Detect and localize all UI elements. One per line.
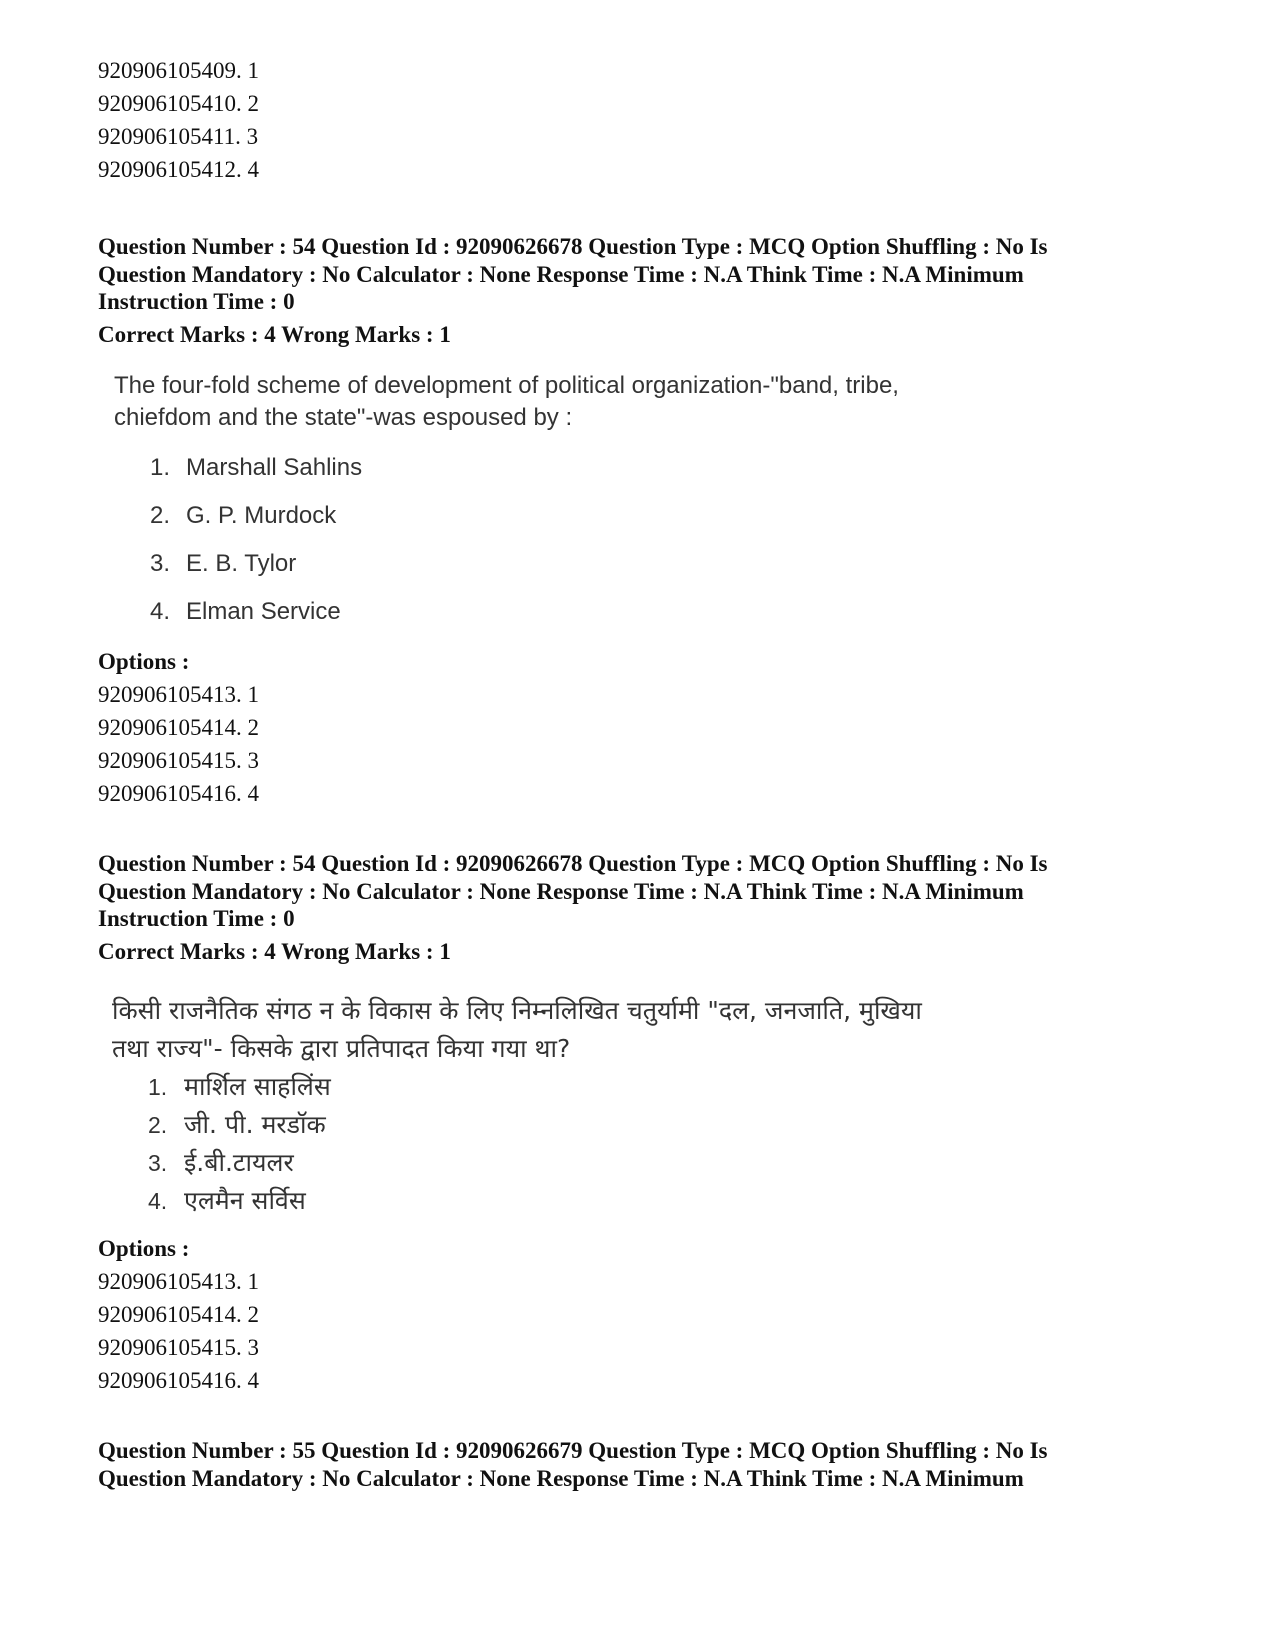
choice-text: Elman Service (186, 598, 341, 625)
choice-number: 3. (148, 1150, 168, 1176)
question-text-line: किसी राजनैतिक संगठ न के विकास के लिए निम्नलिखित चतुर्यामी "दल, जनजाति, मुखिया (112, 996, 922, 1025)
question-text-line: The four-fold scheme of development of political organization-"band, tribe, (114, 372, 899, 399)
choice-item (148, 1068, 1112, 1106)
choice-text: जी. पी. मरडॉक (184, 1110, 326, 1139)
choice-number: 1. (148, 1074, 168, 1100)
header-line: Question Number : 55 Question Id : 92090626679 Question Type : MCQ Option Shuffling : No Is (98, 1438, 1048, 1463)
header-line: Instruction Time : 0 (98, 289, 295, 314)
choice-number: 3. (150, 550, 171, 577)
question-54-hi-header (98, 850, 1198, 965)
choice-list (150, 444, 1014, 636)
choice-item (150, 588, 1014, 636)
marks-line: Correct Marks : 4 Wrong Marks : 1 (98, 321, 451, 347)
question-54-hi-body (112, 992, 1112, 1220)
choice-number: 4. (148, 1188, 168, 1214)
option-line: 920906105415. 3 (98, 1335, 259, 1360)
choice-text: Marshall Sahlins (186, 454, 363, 481)
question-text-line: chiefdom and the state"-was espoused by : (114, 404, 573, 431)
marks-line: Correct Marks : 4 Wrong Marks : 1 (98, 938, 451, 964)
question-54-en-body (114, 370, 1014, 636)
choice-item (150, 540, 1014, 588)
choice-number: 2. (150, 502, 171, 529)
choice-item (148, 1106, 1112, 1144)
choice-number: 1. (150, 454, 171, 481)
option-line: 920906105415. 3 (98, 748, 259, 773)
option-line: 920906105416. 4 (98, 1368, 259, 1393)
options-label: Options : (98, 649, 190, 674)
header-line: Question Mandatory : No Calculator : None Response Time : N.A Think Time : N.A Minimum (98, 1465, 1024, 1491)
header-line: Instruction Time : 0 (98, 906, 295, 931)
choice-number: 4. (150, 598, 171, 625)
choice-item (148, 1144, 1112, 1182)
options-label: Options : (98, 1236, 190, 1261)
option-line: 920906105416. 4 (98, 781, 259, 806)
question-text-line: तथा राज्य"- किसके द्वारा प्रतिपादत किया गया था? (112, 1034, 571, 1063)
choice-number: 2. (148, 1112, 168, 1138)
header-line: Question Number : 54 Question Id : 92090626678 Question Type : MCQ Option Shuffling : No Is (98, 851, 1048, 876)
choice-item (148, 1182, 1112, 1220)
option-line: 920906105411. 3 (98, 124, 259, 149)
previous-options-list (98, 54, 1198, 186)
choice-text: मार्शिल साहलिंस (184, 1072, 331, 1101)
choice-text: ई.बी.टायलर (184, 1148, 294, 1177)
choice-text: एलमैन सर्विस (184, 1186, 306, 1215)
question-55-header (98, 1437, 1198, 1492)
question-54-en-header (98, 233, 1198, 348)
option-line: 920906105414. 2 (98, 1302, 259, 1327)
option-line: 920906105413. 1 (98, 1269, 259, 1294)
choice-list (148, 1068, 1112, 1220)
option-line: 920906105412. 4 (98, 157, 259, 182)
question-54-hi-options (98, 1232, 1198, 1397)
option-line: 920906105414. 2 (98, 715, 259, 740)
header-line: Question Number : 54 Question Id : 92090626678 Question Type : MCQ Option Shuffling : No Is (98, 234, 1048, 259)
option-line: 920906105413. 1 (98, 682, 259, 707)
choice-item (150, 492, 1014, 540)
header-line: Question Mandatory : No Calculator : None Response Time : N.A Think Time : N.A Minimum (98, 261, 1024, 287)
question-54-en-options (98, 645, 1198, 810)
choice-text: E. B. Tylor (186, 550, 297, 577)
choice-text: G. P. Murdock (186, 502, 337, 529)
option-line: 920906105410. 2 (98, 91, 259, 116)
header-line: Question Mandatory : No Calculator : None Response Time : N.A Think Time : N.A Minimum (98, 878, 1024, 904)
option-line: 920906105409. 1 (98, 58, 259, 83)
choice-item (150, 444, 1014, 492)
